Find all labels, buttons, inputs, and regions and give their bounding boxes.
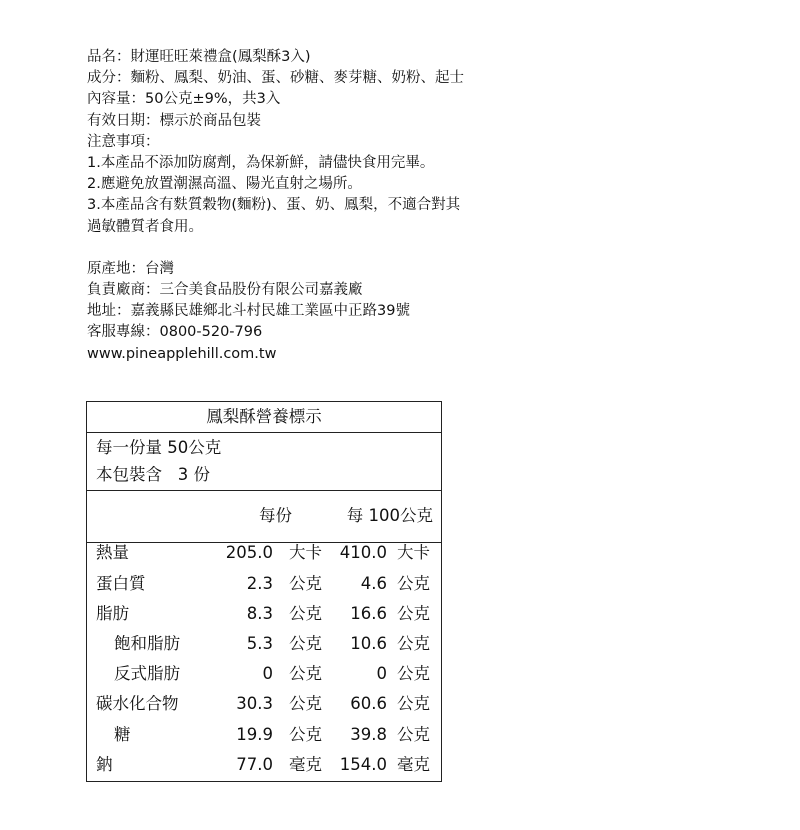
nutrition-title: 鳳梨酥營養標示 (87, 402, 441, 433)
nutrition-row (87, 689, 440, 719)
nutrition-row (87, 538, 440, 568)
unit-per-serving: 公克 (289, 725, 322, 744)
value-per-100g: 39.8 (350, 725, 387, 744)
nutrition-row (87, 629, 440, 659)
product-name-line: 品名：財運旺旺萊禮盒(鳳梨酥3入) (87, 49, 311, 65)
value-per-100g: 16.6 (350, 604, 387, 623)
notice-item-1: 1.本產品不添加防腐劑，為保新鮮，請儘快食用完畢。 (87, 154, 435, 171)
value-per-serving: 77.0 (236, 755, 273, 774)
nutrient-name: 熱量 (96, 543, 129, 562)
col-per-serving: 每份 (259, 506, 292, 525)
value-per-serving: 19.9 (236, 725, 273, 744)
unit-per-serving: 公克 (289, 664, 322, 683)
unit-per-100g: 大卡 (397, 543, 430, 562)
value-per-serving: 5.3 (246, 634, 273, 653)
unit-per-100g: 公克 (397, 574, 430, 593)
unit-per-100g: 公克 (397, 694, 430, 713)
manufacturer-line: 負責廠商：三合美食品股份有限公司嘉義廠 (87, 282, 363, 299)
value-per-100g: 410.0 (339, 543, 387, 562)
value-per-serving: 30.3 (236, 694, 273, 713)
value-per-100g: 4.6 (360, 574, 387, 593)
nutrition-table (86, 401, 442, 782)
nutrient-name: 脂肪 (96, 604, 129, 623)
nutrient-name: 碳水化合物 (96, 694, 179, 713)
column-header (87, 491, 441, 543)
expiry-line: 有效日期：標示於商品包裝 (87, 112, 261, 129)
col-per-100g: 每 100公克 (346, 506, 433, 525)
value-per-100g: 60.6 (350, 694, 387, 713)
value-per-100g: 0 (376, 664, 387, 683)
value-per-100g: 10.6 (350, 634, 387, 653)
nutrition-row (87, 750, 440, 780)
net-content-line: 內容量：50公克±9%，共3入 (87, 91, 281, 108)
unit-per-serving: 大卡 (289, 543, 322, 562)
nutrient-name: 飽和脂肪 (114, 634, 180, 653)
unit-per-100g: 公克 (397, 634, 430, 653)
website-line: www.pineapplehill.com.tw (87, 345, 277, 362)
value-per-serving: 0 (262, 664, 273, 683)
nutrition-row (87, 659, 440, 689)
nutrient-name: 鈉 (96, 755, 113, 774)
spacer (87, 238, 767, 259)
unit-per-100g: 公克 (397, 664, 430, 683)
value-per-serving: 205.0 (225, 543, 273, 562)
origin-line: 原產地：台灣 (87, 260, 174, 277)
service-line: 客服專線：0800-520-796 (87, 324, 263, 341)
address-line: 地址：嘉義縣民雄鄉北斗村民雄工業區中正路39號 (87, 303, 410, 320)
value-per-serving: 2.3 (246, 574, 273, 593)
nutrient-name: 反式脂肪 (114, 664, 180, 683)
unit-per-serving: 公克 (289, 694, 322, 713)
product-info (87, 47, 767, 365)
unit-per-serving: 公克 (289, 604, 322, 623)
nutrient-name: 蛋白質 (96, 574, 146, 593)
unit-per-100g: 毫克 (397, 755, 430, 774)
unit-per-serving: 公克 (289, 574, 322, 593)
unit-per-100g: 公克 (397, 604, 430, 623)
notice-item-3: 3.本產品含有麩質穀物(麵粉)、蛋、奶、鳳梨，不適合對其 (87, 197, 461, 214)
servings-per-pack: 本包裝含 3 份 (96, 465, 210, 484)
serving-info (87, 433, 441, 491)
nutrition-row (87, 599, 440, 629)
value-per-serving: 8.3 (246, 604, 273, 623)
nutrient-name: 糖 (114, 725, 131, 744)
unit-per-serving: 毫克 (289, 755, 322, 774)
notice-item-2: 2.應避免放置潮濕高溫、陽光直射之場所。 (87, 176, 362, 193)
nutrition-row (87, 569, 440, 599)
serving-size: 每一份量 50公克 (96, 438, 222, 457)
unit-per-100g: 公克 (397, 725, 430, 744)
notice-heading: 注意事項： (87, 133, 160, 150)
ingredients-line: 成分：麵粉、鳳梨、奶油、蛋、砂糖、麥芽糖、奶粉、起士 (87, 70, 464, 87)
unit-per-serving: 公克 (289, 634, 322, 653)
nutrition-row (87, 720, 440, 750)
notice-item-3-cont: 過敏體質者食用。 (87, 218, 203, 235)
value-per-100g: 154.0 (339, 755, 387, 774)
